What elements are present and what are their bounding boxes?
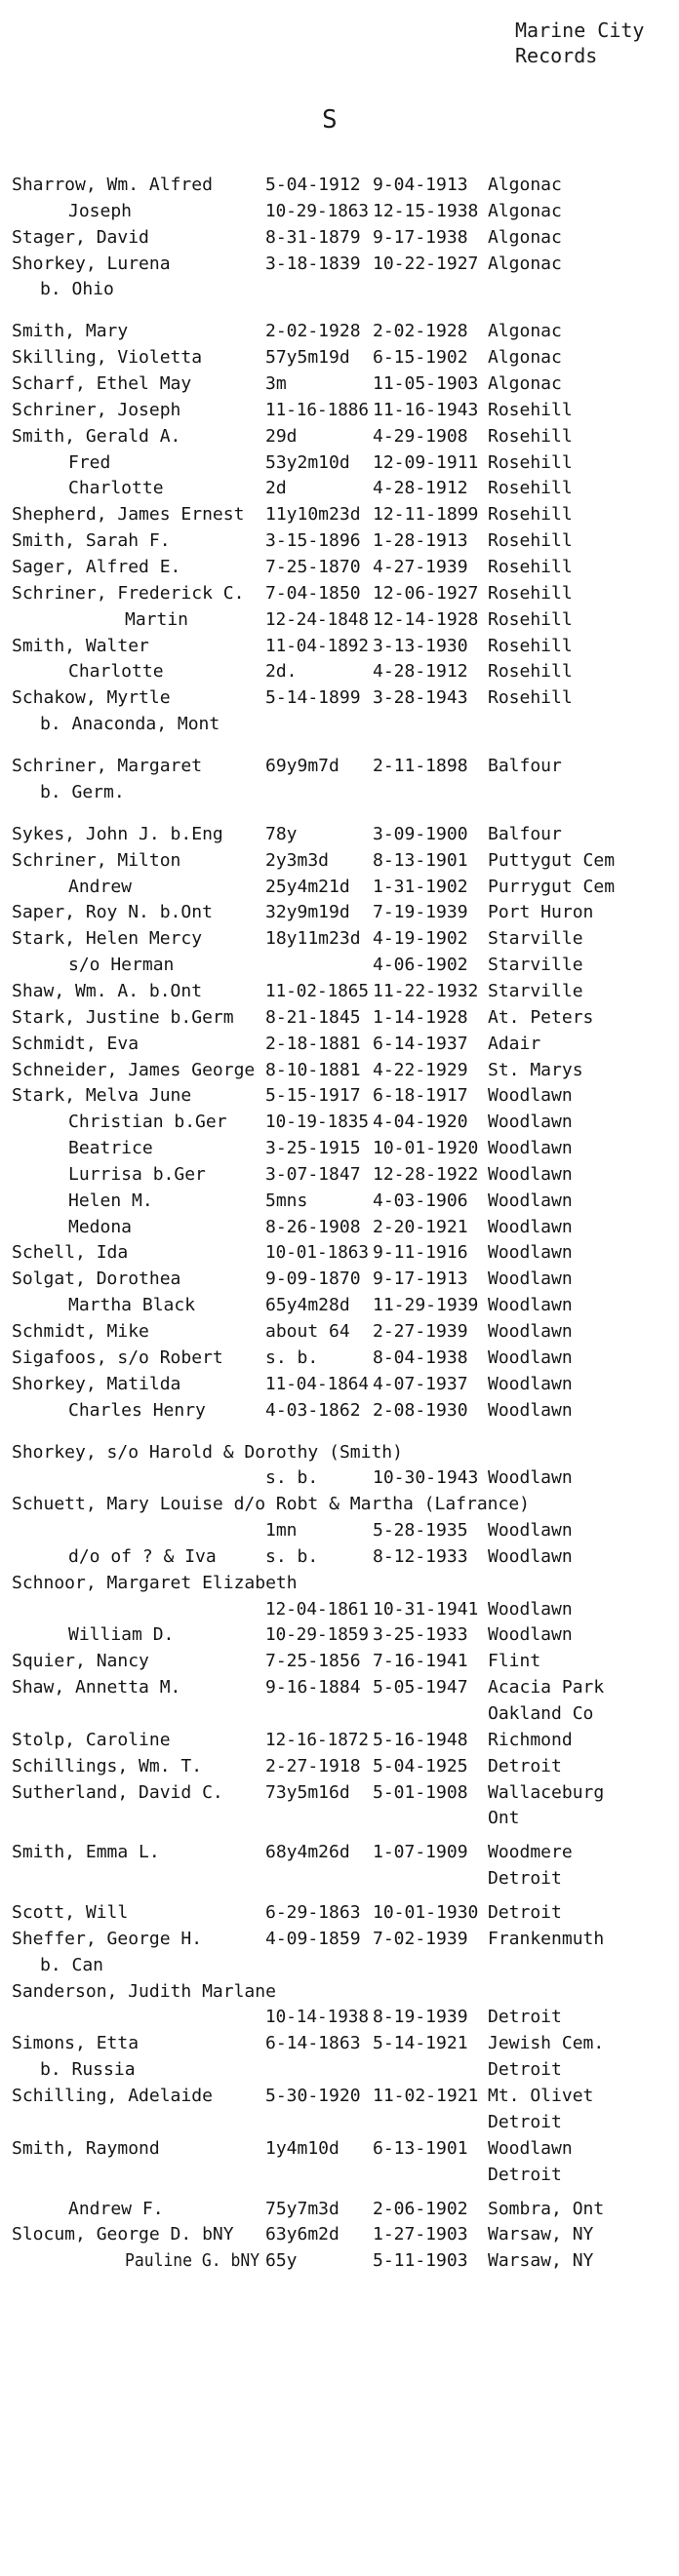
record-name: Martha Black bbox=[68, 1295, 196, 1315]
record-died: 3-13-1930 bbox=[373, 636, 468, 656]
record-place: Rosehill bbox=[488, 687, 573, 708]
record-place: Woodlawn bbox=[488, 1321, 573, 1342]
record-place: St. Marys bbox=[488, 1060, 583, 1080]
record-place: Woodlawn bbox=[488, 1599, 573, 1620]
record-died: 11-02-1921 bbox=[373, 2086, 479, 2106]
record-born: 8-26-1908 bbox=[265, 1217, 361, 1237]
record-place: Woodlawn bbox=[488, 1520, 573, 1541]
record-born: 2d bbox=[265, 478, 287, 498]
record-name: Shorkey, s/o Harold & Dorothy (Smith) bbox=[12, 1442, 403, 1463]
record-place: Algonac bbox=[488, 373, 562, 394]
record-place: Rosehill bbox=[488, 504, 573, 525]
record-died: 6-15-1902 bbox=[373, 347, 468, 368]
record-died: 4-28-1912 bbox=[373, 661, 468, 682]
record-name: Lurrisa b.Ger bbox=[68, 1164, 206, 1185]
record-died: 12-15-1938 bbox=[373, 201, 479, 221]
record-name: Schriner, Joseph bbox=[12, 400, 181, 420]
record-born: 5mns bbox=[265, 1190, 308, 1211]
record-place: Sombra, Ont bbox=[488, 2199, 605, 2219]
record-place: Woodlawn bbox=[488, 1546, 573, 1567]
record-born: 63y6m2d bbox=[265, 2224, 340, 2244]
record-died: 10-30-1943 bbox=[373, 1467, 479, 1488]
record-born: 7-25-1856 bbox=[265, 1651, 361, 1671]
record-name: Schriner, Milton bbox=[12, 850, 181, 871]
record-name: Stager, David bbox=[12, 227, 149, 248]
record-born: 12-04-1861 bbox=[265, 1599, 369, 1620]
record-died: 7-16-1941 bbox=[373, 1651, 468, 1671]
record-name: Smith, Raymond bbox=[12, 2138, 160, 2159]
record-born: 11-16-1886 bbox=[265, 400, 369, 420]
record-place: Woodlawn bbox=[488, 1164, 573, 1185]
record-place: Jewish Cem. bbox=[488, 2033, 605, 2053]
header-line-1: Marine City bbox=[515, 19, 645, 42]
record-born: about 64 bbox=[265, 1321, 350, 1342]
record-born: 65y4m28d bbox=[265, 1295, 350, 1315]
record-place: Detroit bbox=[488, 1902, 562, 1923]
record-born: 12-16-1872 bbox=[265, 1730, 369, 1750]
record-place: Woodlawn bbox=[488, 2138, 573, 2159]
record-place: Algonac bbox=[488, 175, 562, 195]
record-place: Woodlawn bbox=[488, 1268, 573, 1289]
record-name: William D. bbox=[68, 1624, 175, 1645]
record-born: 8-31-1879 bbox=[265, 227, 361, 248]
record-born: 18y11m23d bbox=[265, 928, 361, 949]
record-place: Detroit bbox=[488, 2165, 562, 2185]
record-died: 7-02-1939 bbox=[373, 1929, 468, 1949]
record-place: Balfour bbox=[488, 756, 562, 776]
record-name: Schakow, Myrtle bbox=[12, 687, 171, 708]
record-born: 10-29-1863 bbox=[265, 201, 369, 221]
record-born: 73y5m16d bbox=[265, 1782, 350, 1803]
record-died: 2-11-1898 bbox=[373, 756, 468, 776]
record-born: 2-27-1918 bbox=[265, 1756, 361, 1776]
record-place: Woodlawn bbox=[488, 1242, 573, 1263]
record-born: 11-04-1892 bbox=[265, 636, 369, 656]
record-born: 7-25-1870 bbox=[265, 557, 361, 577]
record-born: 2-02-1928 bbox=[265, 321, 361, 341]
record-born: 4-09-1859 bbox=[265, 1929, 361, 1949]
record-name: b. Germ. bbox=[40, 782, 125, 802]
record-place: Rosehill bbox=[488, 478, 573, 498]
record-name: Sheffer, George H. bbox=[12, 1929, 203, 1949]
record-born: 69y9m7d bbox=[265, 756, 340, 776]
record-died: 2-20-1921 bbox=[373, 1217, 468, 1237]
record-name: Medona bbox=[68, 1217, 133, 1237]
record-name: Stark, Helen Mercy bbox=[12, 928, 203, 949]
record-place: Woodlawn bbox=[488, 1295, 573, 1315]
record-name: Squier, Nancy bbox=[12, 1651, 149, 1671]
record-place: Woodlawn bbox=[488, 1347, 573, 1368]
record-born: 2-18-1881 bbox=[265, 1034, 361, 1054]
record-place: Purrygut Cem bbox=[488, 877, 616, 897]
record-name: d/o of ? & Iva bbox=[68, 1546, 217, 1567]
record-name: Schmidt, Eva bbox=[12, 1034, 140, 1054]
record-place: Rosehill bbox=[488, 452, 573, 473]
record-born: 78y bbox=[265, 824, 298, 844]
record-place: Woodlawn bbox=[488, 1217, 573, 1237]
record-name: Scott, Will bbox=[12, 1902, 129, 1923]
record-place: Rosehill bbox=[488, 400, 573, 420]
record-died: 4-29-1908 bbox=[373, 426, 468, 447]
record-place: Woodlawn bbox=[488, 1467, 573, 1488]
record-name: Charles Henry bbox=[68, 1400, 206, 1421]
record-born: 10-01-1863 bbox=[265, 1242, 369, 1263]
record-born: 75y7m3d bbox=[265, 2199, 340, 2219]
record-died: 11-29-1939 bbox=[373, 1295, 479, 1315]
record-born: 10-19-1835 bbox=[265, 1112, 369, 1132]
record-name: Sutherland, David C. bbox=[12, 1782, 223, 1803]
record-name: Shorkey, Lurena bbox=[12, 254, 171, 274]
record-born: 6-29-1863 bbox=[265, 1902, 361, 1923]
record-place: Algonac bbox=[488, 201, 562, 221]
record-name: Helen M. bbox=[68, 1190, 153, 1211]
record-born: 29d bbox=[265, 426, 298, 447]
record-died: 10-01-1920 bbox=[373, 1138, 479, 1158]
record-name: Stark, Melva June bbox=[12, 1085, 192, 1106]
record-name: Shaw, Annetta M. bbox=[12, 1677, 181, 1698]
record-born: 3-07-1847 bbox=[265, 1164, 361, 1185]
record-place: Rosehill bbox=[488, 661, 573, 682]
record-died: 5-16-1948 bbox=[373, 1730, 468, 1750]
record-place: Detroit bbox=[488, 1868, 562, 1889]
record-name: Martin bbox=[125, 609, 189, 630]
record-died: 8-19-1939 bbox=[373, 2007, 468, 2027]
record-born: 8-21-1845 bbox=[265, 1007, 361, 1028]
record-place: Richmond bbox=[488, 1730, 573, 1750]
record-born: 5-14-1899 bbox=[265, 687, 361, 708]
record-place: Starville bbox=[488, 928, 583, 949]
record-born: 11-02-1865 bbox=[265, 981, 369, 1001]
record-died: 11-22-1932 bbox=[373, 981, 479, 1001]
record-place: Warsaw, NY bbox=[488, 2224, 594, 2244]
record-born: 2y3m3d bbox=[265, 850, 330, 871]
record-born: 10-29-1859 bbox=[265, 1624, 369, 1645]
record-born: 32y9m19d bbox=[265, 902, 350, 922]
record-born: 1mn bbox=[265, 1520, 298, 1541]
record-place: Algonac bbox=[488, 254, 562, 274]
record-died: 9-17-1938 bbox=[373, 227, 468, 248]
record-born: 25y4m21d bbox=[265, 877, 350, 897]
record-died: 2-27-1939 bbox=[373, 1321, 468, 1342]
record-name: Smith, Emma L. bbox=[12, 1842, 160, 1862]
record-name: Solgat, Dorothea bbox=[12, 1268, 181, 1289]
record-name: Joseph bbox=[68, 201, 133, 221]
record-born: 4-03-1862 bbox=[265, 1400, 361, 1421]
record-born: 5-30-1920 bbox=[265, 2086, 361, 2106]
record-died: 5-01-1908 bbox=[373, 1782, 468, 1803]
record-place: Woodlawn bbox=[488, 1138, 573, 1158]
record-died: 4-03-1906 bbox=[373, 1190, 468, 1211]
record-place: Acacia Park bbox=[488, 1677, 605, 1698]
record-place: Mt. Olivet bbox=[488, 2086, 594, 2106]
record-died: 8-04-1938 bbox=[373, 1347, 468, 1368]
record-place: Detroit bbox=[488, 2059, 562, 2080]
record-died: 1-28-1913 bbox=[373, 530, 468, 551]
record-name: Shorkey, Matilda bbox=[12, 1374, 181, 1394]
record-name: Saper, Roy N. b.Ont bbox=[12, 902, 213, 922]
record-died: 3-28-1943 bbox=[373, 687, 468, 708]
record-name: Shaw, Wm. A. b.Ont bbox=[12, 981, 203, 1001]
header-line-2: Records bbox=[515, 44, 598, 67]
record-name: Schillings, Wm. T. bbox=[12, 1756, 203, 1776]
record-died: 1-07-1909 bbox=[373, 1842, 468, 1862]
record-died: 1-14-1928 bbox=[373, 1007, 468, 1028]
record-name: Charlotte bbox=[68, 661, 164, 682]
record-name: Beatrice bbox=[68, 1138, 153, 1158]
record-place: Frankenmuth bbox=[488, 1929, 605, 1949]
record-name: Scharf, Ethel May bbox=[12, 373, 192, 394]
record-died: 4-27-1939 bbox=[373, 557, 468, 577]
record-name: Smith, Walter bbox=[12, 636, 149, 656]
record-died: 5-05-1947 bbox=[373, 1677, 468, 1698]
record-born: 3m bbox=[265, 373, 287, 394]
record-born: 57y5m19d bbox=[265, 347, 350, 368]
record-died: 6-14-1937 bbox=[373, 1034, 468, 1054]
record-died: 8-13-1901 bbox=[373, 850, 468, 871]
record-name: Andrew bbox=[68, 877, 133, 897]
record-died: 4-04-1920 bbox=[373, 1112, 468, 1132]
record-name: Slocum, George D. bNY bbox=[12, 2224, 234, 2244]
record-born: 11y10m23d bbox=[265, 504, 361, 525]
record-place: Port Huron bbox=[488, 902, 594, 922]
record-died: 7-19-1939 bbox=[373, 902, 468, 922]
record-name: Fred bbox=[68, 452, 111, 473]
record-place: Rosehill bbox=[488, 583, 573, 604]
record-died: 2-02-1928 bbox=[373, 321, 468, 341]
record-name: Christian b.Ger bbox=[68, 1112, 227, 1132]
record-name: Schriner, Margaret bbox=[12, 756, 203, 776]
record-place: Woodlawn bbox=[488, 1374, 573, 1394]
record-died: 4-07-1937 bbox=[373, 1374, 468, 1394]
record-place: Rosehill bbox=[488, 426, 573, 447]
record-name: b. Ohio bbox=[40, 279, 114, 299]
record-died: 11-16-1943 bbox=[373, 400, 479, 420]
record-born: 65y bbox=[265, 2250, 298, 2271]
record-name: Simons, Etta bbox=[12, 2033, 140, 2053]
record-died: 12-09-1911 bbox=[373, 452, 479, 473]
record-name: b. Anaconda, Mont bbox=[40, 714, 220, 734]
record-died: 6-18-1917 bbox=[373, 1085, 468, 1106]
record-place: Oakland Co bbox=[488, 1703, 594, 1724]
record-died: 1-31-1902 bbox=[373, 877, 468, 897]
record-died: 5-11-1903 bbox=[373, 2250, 468, 2271]
record-died: 6-13-1901 bbox=[373, 2138, 468, 2159]
record-died: 8-12-1933 bbox=[373, 1546, 468, 1567]
record-died: 5-28-1935 bbox=[373, 1520, 468, 1541]
record-name: Schilling, Adelaide bbox=[12, 2086, 213, 2106]
record-place: Woodlawn bbox=[488, 1624, 573, 1645]
record-name: Charlotte bbox=[68, 478, 164, 498]
record-name: Schuett, Mary Louise d/o Robt & Martha (Lafrance) bbox=[12, 1494, 531, 1514]
record-name: Schmidt, Mike bbox=[12, 1321, 149, 1342]
record-name: Sykes, John J. b.Eng bbox=[12, 824, 223, 844]
record-name: Sigafoos, s/o Robert bbox=[12, 1347, 223, 1368]
record-name: b. Russia bbox=[40, 2059, 136, 2080]
section-letter: S bbox=[322, 105, 340, 135]
record-place: At. Peters bbox=[488, 1007, 594, 1028]
record-place: Woodlawn bbox=[488, 1085, 573, 1106]
record-died: 5-14-1921 bbox=[373, 2033, 468, 2053]
record-born: s. b. bbox=[265, 1347, 319, 1368]
record-name: Schriner, Frederick C. bbox=[12, 583, 245, 604]
record-born: 3-25-1915 bbox=[265, 1138, 361, 1158]
record-name: Schnoor, Margaret Elizabeth bbox=[12, 1573, 298, 1593]
record-name: Skilling, Violetta bbox=[12, 347, 203, 368]
record-died: 9-17-1913 bbox=[373, 1268, 468, 1289]
record-born: s. b. bbox=[265, 1546, 319, 1567]
record-born: 6-14-1863 bbox=[265, 2033, 361, 2053]
record-born: 11-04-1864 bbox=[265, 1374, 369, 1394]
record-died: 12-28-1922 bbox=[373, 1164, 479, 1185]
record-died: 2-08-1930 bbox=[373, 1400, 468, 1421]
record-died: 4-22-1929 bbox=[373, 1060, 468, 1080]
record-born: 8-10-1881 bbox=[265, 1060, 361, 1080]
record-name: b. Can bbox=[40, 1955, 104, 1975]
record-died: 4-06-1902 bbox=[373, 955, 468, 975]
record-born: 12-24-1848 bbox=[265, 609, 369, 630]
record-place: Woodlawn bbox=[488, 1112, 573, 1132]
record-place: Rosehill bbox=[488, 609, 573, 630]
record-place: Ont bbox=[488, 1808, 520, 1828]
record-died: 9-04-1913 bbox=[373, 175, 468, 195]
record-name: Schneider, James George bbox=[12, 1060, 256, 1080]
record-place: Algonac bbox=[488, 321, 562, 341]
record-place: Detroit bbox=[488, 2112, 562, 2132]
record-place: Algonac bbox=[488, 227, 562, 248]
record-died: 10-01-1930 bbox=[373, 1902, 479, 1923]
record-died: 3-25-1933 bbox=[373, 1624, 468, 1645]
record-name: Smith, Sarah F. bbox=[12, 530, 171, 551]
record-born: 3-18-1839 bbox=[265, 254, 361, 274]
record-name: Sanderson, Judith Marlane bbox=[12, 1981, 276, 2002]
record-place: Adair bbox=[488, 1034, 541, 1054]
record-died: 12-11-1899 bbox=[373, 504, 479, 525]
record-place: Woodlawn bbox=[488, 1400, 573, 1421]
record-place: Flint bbox=[488, 1651, 541, 1671]
record-place: Detroit bbox=[488, 2007, 562, 2027]
record-born: 5-04-1912 bbox=[265, 175, 361, 195]
record-born: 53y2m10d bbox=[265, 452, 350, 473]
record-name: Smith, Mary bbox=[12, 321, 129, 341]
record-born: 68y4m26d bbox=[265, 1842, 350, 1862]
record-born: 2d. bbox=[265, 661, 298, 682]
record-name: Smith, Gerald A. bbox=[12, 426, 181, 447]
record-born: 9-09-1870 bbox=[265, 1268, 361, 1289]
record-born: s. b. bbox=[265, 1467, 319, 1488]
record-born: 9-16-1884 bbox=[265, 1677, 361, 1698]
record-place: Detroit bbox=[488, 1756, 562, 1776]
record-born: 7-04-1850 bbox=[265, 583, 361, 604]
record-name: Stark, Justine b.Germ bbox=[12, 1007, 234, 1028]
record-died: 3-09-1900 bbox=[373, 824, 468, 844]
record-died: 9-11-1916 bbox=[373, 1242, 468, 1263]
record-born: 1y4m10d bbox=[265, 2138, 340, 2159]
record-name: Stolp, Caroline bbox=[12, 1730, 171, 1750]
record-died: 4-19-1902 bbox=[373, 928, 468, 949]
record-born: 3-15-1896 bbox=[265, 530, 361, 551]
record-place: Algonac bbox=[488, 347, 562, 368]
record-name: Sharrow, Wm. Alfred bbox=[12, 175, 213, 195]
record-died: 10-22-1927 bbox=[373, 254, 479, 274]
record-name: Sager, Alfred E. bbox=[12, 557, 181, 577]
record-died: 5-04-1925 bbox=[373, 1756, 468, 1776]
record-place: Starville bbox=[488, 981, 583, 1001]
record-born: 5-15-1917 bbox=[265, 1085, 361, 1106]
record-name: s/o Herman bbox=[68, 955, 175, 975]
record-place: Woodmere bbox=[488, 1842, 573, 1862]
record-name: Andrew F. bbox=[68, 2199, 164, 2219]
record-died: 2-06-1902 bbox=[373, 2199, 468, 2219]
record-place: Rosehill bbox=[488, 636, 573, 656]
record-name: Schell, Ida bbox=[12, 1242, 129, 1263]
record-place: Puttygut Cem bbox=[488, 850, 616, 871]
record-place: Rosehill bbox=[488, 530, 573, 551]
record-died: 12-06-1927 bbox=[373, 583, 479, 604]
record-place: Warsaw, NY bbox=[488, 2250, 594, 2271]
record-place: Wallaceburg bbox=[488, 1782, 605, 1803]
record-died: 11-05-1903 bbox=[373, 373, 479, 394]
record-place: Starville bbox=[488, 955, 583, 975]
record-place: Woodlawn bbox=[488, 1190, 573, 1211]
record-died: 10-31-1941 bbox=[373, 1599, 479, 1620]
record-died: 12-14-1928 bbox=[373, 609, 479, 630]
record-name: Pauline G. bNY bbox=[125, 2250, 260, 2271]
record-name: Shepherd, James Ernest bbox=[12, 504, 245, 525]
record-place: Rosehill bbox=[488, 557, 573, 577]
record-place: Balfour bbox=[488, 824, 562, 844]
record-died: 4-28-1912 bbox=[373, 478, 468, 498]
record-born: 10-14-1938 bbox=[265, 2007, 369, 2027]
record-died: 1-27-1903 bbox=[373, 2224, 468, 2244]
